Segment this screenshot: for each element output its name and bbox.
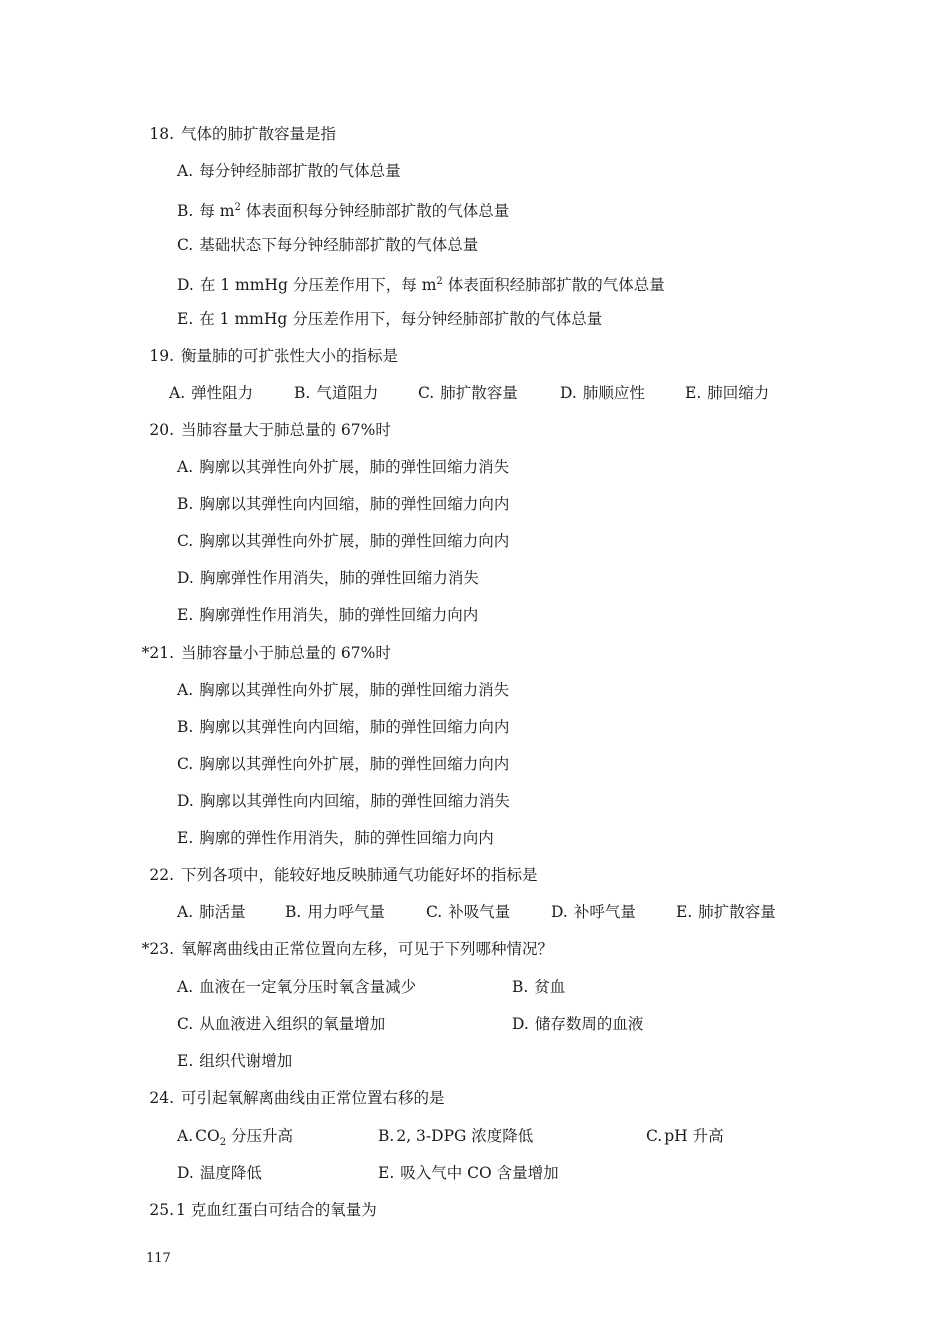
question-stem: 气体的肺扩散容量是指 — [180, 125, 336, 143]
option-20-b: B. 胸廓以其弹性向内回缩，肺的弹性回缩力向内 — [177, 495, 510, 513]
option-23-c: C. 从血液进入组织的氧量增加 — [177, 1015, 386, 1033]
option-22-d: D. 补呼气量 — [551, 903, 636, 921]
option-21-e: E. 胸廓的弹性作用消失，肺的弹性回缩力向内 — [177, 829, 494, 847]
option-21-a: A. 胸廓以其弹性向外扩展，肺的弹性回缩力消失 — [177, 681, 510, 699]
option-18-c — [177, 235, 478, 255]
question-stem: 衡量肺的可扩张性大小的指标是 — [180, 347, 398, 365]
question-number: 19. — [149, 347, 174, 365]
option-18-e — [177, 309, 602, 329]
option-21-c: C. 胸廓以其弹性向外扩展，肺的弹性回缩力向内 — [177, 755, 510, 773]
option-23-a: A. 血液在一定氧分压时氧含量减少 — [177, 978, 417, 996]
question-number: 20. — [149, 421, 174, 439]
option-text: 每 $m^2$ 体表面积每分钟经肺部扩散的气体总量 — [199, 202, 510, 221]
option-19-e: E. 肺回缩力 — [685, 384, 770, 402]
option-20-e: E. 胸廓弹性作用消失，肺的弹性回缩力向内 — [177, 606, 479, 624]
option-22-b: B. 用力呼气量 — [285, 903, 385, 921]
question-18 — [136, 124, 336, 144]
options-row-23-2 — [0, 1014, 950, 1034]
question-stem: 当肺容量大于肺总量的 67%时 — [180, 421, 391, 439]
question-stem: 可引起氧解离曲线由正常位置右移的是 — [180, 1089, 445, 1107]
option-text: 在 1 mmHg 分压差作用下，每 $m^2$ 体表面积经肺部扩散的气体总量 — [199, 276, 665, 295]
question-stem: 当肺容量小于肺总量的 67%时 — [180, 644, 391, 662]
page-number: 117 — [146, 1251, 171, 1266]
options-row-22 — [0, 902, 950, 922]
option-label: E. — [177, 310, 194, 328]
option-22-c: C. 补吸气量 — [426, 903, 511, 921]
question-stem: 1 克血红蛋白可结合的氧量为 — [176, 1201, 377, 1219]
question-22 — [136, 865, 537, 885]
option-text: 每分钟经肺部扩散的气体总量 — [199, 162, 401, 180]
option-24-e: E. 吸入气中 CO 含量增加 — [378, 1164, 559, 1182]
question-number: *23. — [141, 940, 174, 958]
question-23 — [136, 939, 553, 959]
option-23-e: E. 组织代谢增加 — [177, 1052, 293, 1070]
options-row-23-1 — [0, 977, 950, 997]
question-number: *21. — [141, 644, 174, 662]
option-24-a: A. $CO_2$ 分压升高 — [177, 1127, 294, 1149]
option-label: D. — [177, 276, 194, 295]
option-18-d — [177, 272, 665, 295]
option-21-d: D. 胸廓以其弹性向内回缩，肺的弹性回缩力消失 — [177, 792, 510, 810]
option-22-a: A. 肺活量 — [177, 903, 246, 921]
question-number: 18. — [149, 125, 174, 143]
question-stem: 下列各项中，能较好地反映肺通气功能好坏的指标是 — [180, 866, 538, 884]
option-label: A. — [177, 162, 194, 180]
question-19 — [136, 346, 398, 366]
question-21 — [136, 643, 391, 663]
option-23-d: D. 储存数周的血液 — [512, 1015, 644, 1033]
option-24-b: B. 2, 3-DPG 浓度降低 — [378, 1127, 534, 1145]
options-row-24-2 — [0, 1163, 950, 1183]
option-24-d: D. 温度降低 — [177, 1164, 262, 1182]
option-21-b: B. 胸廓以其弹性向内回缩，肺的弹性回缩力向内 — [177, 718, 510, 736]
question-20 — [136, 420, 391, 440]
options-row-19 — [0, 383, 950, 403]
option-24-c: C. pH 升高 — [646, 1127, 724, 1145]
option-label: B. — [177, 202, 194, 221]
option-20-c: C. 胸廓以其弹性向外扩展，肺的弹性回缩力向内 — [177, 532, 510, 550]
option-19-d: D. 肺顺应性 — [560, 384, 645, 402]
option-19-b: B. 气道阻力 — [294, 384, 379, 402]
question-number: 25. — [149, 1201, 174, 1219]
option-20-d: D. 胸廓弹性作用消失，肺的弹性回缩力消失 — [177, 569, 479, 587]
question-number: 22. — [149, 866, 174, 884]
question-24 — [136, 1088, 444, 1108]
question-stem: 氧解离曲线由正常位置向左移，可见于下列哪种情况？ — [180, 940, 553, 958]
option-23-b: B. 贫血 — [512, 978, 566, 996]
option-19-c: C. 肺扩散容量 — [418, 384, 518, 402]
question-25 — [136, 1200, 377, 1220]
option-18-a — [177, 161, 401, 181]
option-text: 在 1 mmHg 分压差作用下，每分钟经肺部扩散的气体总量 — [199, 310, 603, 328]
option-18-b — [177, 198, 509, 221]
options-row-24-1 — [0, 1126, 950, 1148]
option-20-a: A. 胸廓以其弹性向外扩展，肺的弹性回缩力消失 — [177, 458, 510, 476]
option-19-a: A. 弹性阻力 — [169, 384, 254, 402]
option-22-e: E. 肺扩散容量 — [676, 903, 776, 921]
option-label: C. — [177, 236, 194, 254]
question-number: 24. — [149, 1089, 174, 1107]
option-text: 基础状态下每分钟经肺部扩散的气体总量 — [199, 236, 479, 254]
